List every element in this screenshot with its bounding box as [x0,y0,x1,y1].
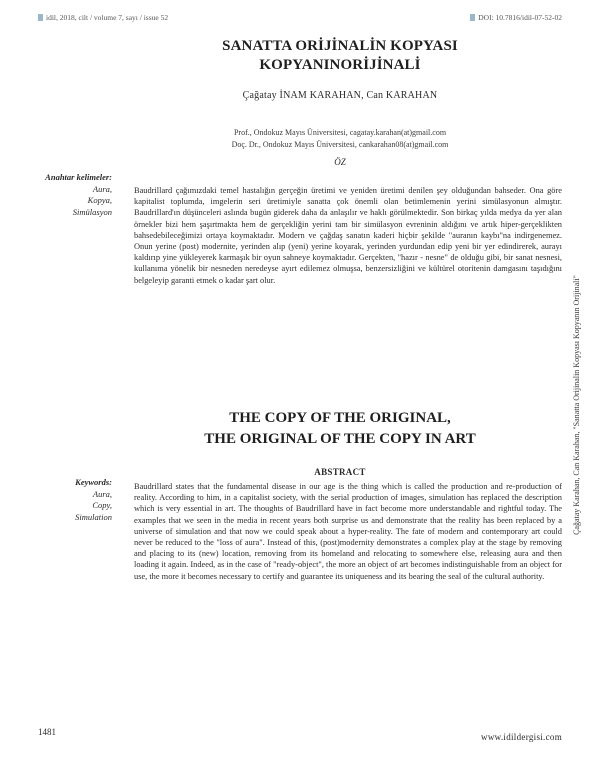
turkish-keywords [28,172,112,218]
authors: Çağatay İNAM KARAHAN, Can KARAHAN [242,90,438,101]
journal-issue-text: idil, 2018, cilt / volume 7, sayı / issue 52 [46,13,169,22]
affiliations [150,127,530,150]
title-english-line-2: THE ORIGINAL OF THE COPY IN ART [204,431,476,447]
title-turkish [150,37,530,75]
running-head: Çağatay Karahan, Can Karahan, "Sanatta Orijinalin Kopyası Kopyanın Orijinali" [572,275,581,535]
journal-issue-header [38,13,168,22]
english-keyword: Copy, [92,500,112,510]
abstract-text: Baudrillard states that the fundamental disease in our age is the thing which is called the production and re-production of reality. According to him, in a capitalist society, with the serial production of images, simulation has replaced the description which is very essential in art. The thoughts of Baudrillard have in fact become more understandable and rightful today. The examples that we seen in the media in recent years both surprise us and demonstrate that the reality has been replaced by a universe of simulation and that now we could speak about a hyper-reality. The fate of modern and contemporary art could never be reduced to the "loss of aura". Instead of this, (post)modernity demonstrates a complex play at the stage by removing and placing to its (new) location, removing from its homeland and relocating to somewhere else, releasing aura and then loading it again. Indeed, as in the case of "ready-object", the more an object of art becomes indistinguishable from an object for use, the more it becomes necessary to certify and guarantee its uniqueness and its bearing the seal of the cultural authority. [134,482,562,581]
english-keyword: Aura, [92,488,112,499]
title-english [150,408,530,450]
title-turkish-line-1: SANATTA ORİJİNALİN KOPYASI [222,38,458,54]
title-english-line-1: THE COPY OF THE ORIGINAL, [229,410,451,426]
journal-website: www.idildergisi.com [481,732,562,742]
oz-text: Baudrillard çağımızdaki temel hastalığın gerçeğin üretimi ve yeniden üretimi denilen şey olduğundan bahseder. Ona göre kapitalist toplumda, imgelerin seri üretimiyle sanatta çok önemli olan betimlemenin yerini simülasyonun almıştır. Baudrillard'ın düşünceleri aslında bugün giderek daha da anlaşılır ve haklı görülmektedir. Son birkaç yılda medya da yer alan örnekler bizi hem şaşırtmakta hem de gerçekliğin yerini tam bir simülasyon evreninin aldığını ve artık hiper-gerçeklikten bahsedebileceğimizi ortaya koymaktadır. Modern ve çağdaş sanatın kaderi hiçbir şekilde "auranın kaybı"na indirgenemez. Onun yerine (post) modernite, yerinden alıp (yeni) yerine koyarak, yerinden yurdundan edip yeni bir yer edindirerek, aurayı kaldırıp yine yükleyerek karmaşık bir oyun sahneye koymaktadır. Gerçekten, "hazır - nesne" de olduğu gibi, bir sanat nesnesi, kullanıma yönelik bir nesneden neredeyse ayırt edilemez olmuşsa, benzersizliğini ve kültürel otoritenin damgasını taşıdığını belgeleyip garanti etmek o kadar şart olur. [134,186,562,285]
turkish-keyword: Kopya, [87,195,112,205]
turkish-keywords-label: Anahtar kelimeler: [45,172,112,182]
title-turkish-line-2: KOPYANINORİJİNALİ [259,57,421,73]
doi-text: DOI: 10.7816/idil-07-52-02 [478,13,562,22]
affiliation-1: Prof., Ondokuz Mayıs Üniversitesi, cagatay.karahan(at)gmail.com [233,128,447,137]
turkish-keyword: Simülasyon [72,206,112,217]
affiliation-2: Doç. Dr., Ondokuz Mayıs Üniversitesi, cankarahan08(at)gmail.com [231,139,449,149]
english-keyword: Simulation [75,511,112,522]
journal-mark-icon [38,14,43,21]
doi-mark-icon [470,14,475,21]
abstract-heading: ABSTRACT [314,467,366,477]
english-keywords-label: Keywords: [75,477,112,487]
page-number: 1481 [38,727,56,737]
english-keywords [28,477,112,523]
doi-header [470,13,562,22]
turkish-keyword: Aura, [92,183,112,194]
oz-heading: ÖZ [334,157,346,167]
